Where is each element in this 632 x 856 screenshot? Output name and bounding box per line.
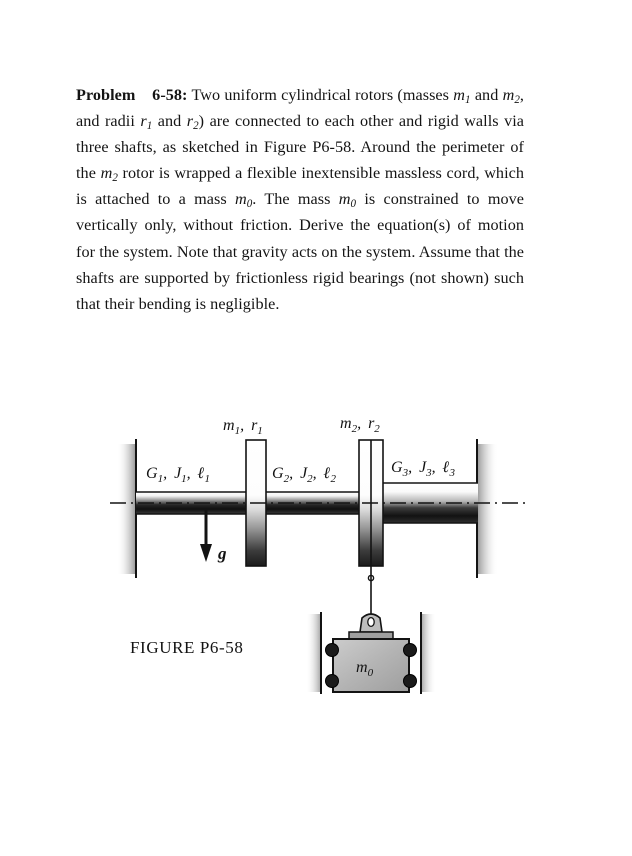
mass-m: m bbox=[356, 659, 368, 676]
shaft2-l: ℓ bbox=[323, 465, 331, 482]
right-wall bbox=[477, 439, 498, 578]
rotor-1-label bbox=[223, 417, 263, 437]
rotor1-r-sub: 1 bbox=[257, 425, 263, 437]
gravity-label: g bbox=[218, 544, 227, 563]
inline-math-subscript: 0 bbox=[246, 198, 253, 211]
roller-bottom-left bbox=[326, 675, 339, 688]
inline-math-symbol: $r_1$ bbox=[140, 112, 153, 132]
shaft2-l-sub: 2 bbox=[330, 473, 337, 485]
shaft-2-label bbox=[272, 465, 337, 485]
problem-label: Problem bbox=[76, 86, 136, 104]
mass-m-sub: 0 bbox=[367, 667, 374, 679]
rotor1-r: r bbox=[251, 417, 258, 434]
inline-math-subscript: 2 bbox=[193, 119, 199, 132]
mass-block bbox=[333, 639, 409, 692]
shaft2-J-sub: 2 bbox=[307, 473, 313, 485]
problem-text-block bbox=[76, 82, 524, 317]
shaft1-J: J bbox=[174, 465, 182, 482]
problem-paragraph bbox=[76, 82, 524, 317]
rotor2-r: r bbox=[368, 415, 375, 432]
rotor-2-label bbox=[340, 415, 380, 435]
inline-math-symbol: $m_1$ bbox=[453, 86, 471, 106]
shaft1-l-sub: 1 bbox=[204, 473, 211, 485]
roller-top-left bbox=[326, 644, 339, 657]
gravity-arrow bbox=[200, 510, 212, 562]
shaft1-l: ℓ bbox=[197, 465, 205, 482]
shaft3-l: ℓ bbox=[442, 459, 450, 476]
shaft2-G-sub: 2 bbox=[283, 473, 290, 485]
svg-text:m2, r2: $m_2$, $r_2$ bbox=[340, 415, 380, 435]
roller-bottom-right bbox=[404, 675, 417, 688]
shaft-1-label bbox=[146, 465, 210, 485]
inline-math-symbol: $m_2$ bbox=[502, 86, 520, 106]
left-wall bbox=[117, 439, 136, 578]
inline-math-subscript: 0 bbox=[350, 198, 357, 211]
rotor2-r-sub: 2 bbox=[374, 423, 380, 435]
shaft3-G-sub: 3 bbox=[402, 467, 409, 479]
shaft3-J: J bbox=[419, 459, 427, 476]
inline-math-symbol: $r_2$ bbox=[186, 112, 199, 132]
shaft3-J-sub: 3 bbox=[426, 467, 432, 479]
shaft3-G: G bbox=[391, 459, 403, 476]
rotor2-m-sub: 2 bbox=[351, 423, 358, 435]
inline-math-symbol: $m_0$ bbox=[234, 190, 253, 211]
roller-top-right bbox=[404, 644, 417, 657]
inline-math-symbol: $m_0$ bbox=[338, 190, 357, 211]
problem-body: Two uniform cylindrical rotors (masses $m_1$ and $m_2$, and radii $r_1$ and $r_2$) are connected to each other and rigid walls via three shafts, as sketched in Figure P6-58. Around the perimeter of the $m_2$ rotor is wrapped a flexible inextensible massless cord, which is attached to a mass $m_0$. The mass $m_0$ is constrained to move vertically only, without friction. Derive the equation(s) of motion for the system. Note that gravity acts on the system. Assume that the shafts are supported by frictionless rigid bearings (not shown) such that their bending is negligible. bbox=[76, 86, 525, 313]
inline-math-symbol: $m_2$ bbox=[100, 164, 118, 185]
shaft2-G: G bbox=[272, 465, 284, 482]
hanging-mass-assembly bbox=[306, 612, 436, 694]
inline-math-subscript: 1 bbox=[146, 119, 153, 132]
inline-math-subscript: 2 bbox=[112, 172, 118, 185]
inline-math-subscript: 1 bbox=[465, 93, 471, 106]
svg-text:G2, J2, ℓ2: $G_2$, $J_2$, ℓ$_2$ bbox=[272, 465, 337, 485]
mass-top-plate bbox=[349, 632, 393, 639]
rotor1-m: m bbox=[223, 417, 235, 434]
figure-caption: FIGURE P6-58 bbox=[130, 638, 244, 657]
svg-text:G3, J3, ℓ3: $G_3$, $J_3$, ℓ$_3$ bbox=[391, 459, 456, 479]
svg-text:m1, r1: $m_1$, $r_1$ bbox=[223, 417, 263, 437]
shaft-3-label bbox=[391, 459, 456, 479]
shaft1-J-sub: 1 bbox=[181, 473, 187, 485]
inline-math-subscript: 2 bbox=[514, 93, 520, 106]
shaft3-l-sub: 3 bbox=[449, 467, 456, 479]
rotor2-m: m bbox=[340, 415, 352, 432]
shaft1-G-sub: 1 bbox=[157, 473, 164, 485]
shaft2-J: J bbox=[300, 465, 308, 482]
rotor1-m-sub: 1 bbox=[234, 425, 241, 437]
shaft1-G: G bbox=[146, 465, 158, 482]
problem-number: 6-58: bbox=[152, 86, 188, 104]
svg-text:G1, J1, ℓ1: $G_1$, $J_1$, ℓ$_1$ bbox=[146, 465, 211, 485]
figure-p6-58 bbox=[110, 382, 530, 677]
